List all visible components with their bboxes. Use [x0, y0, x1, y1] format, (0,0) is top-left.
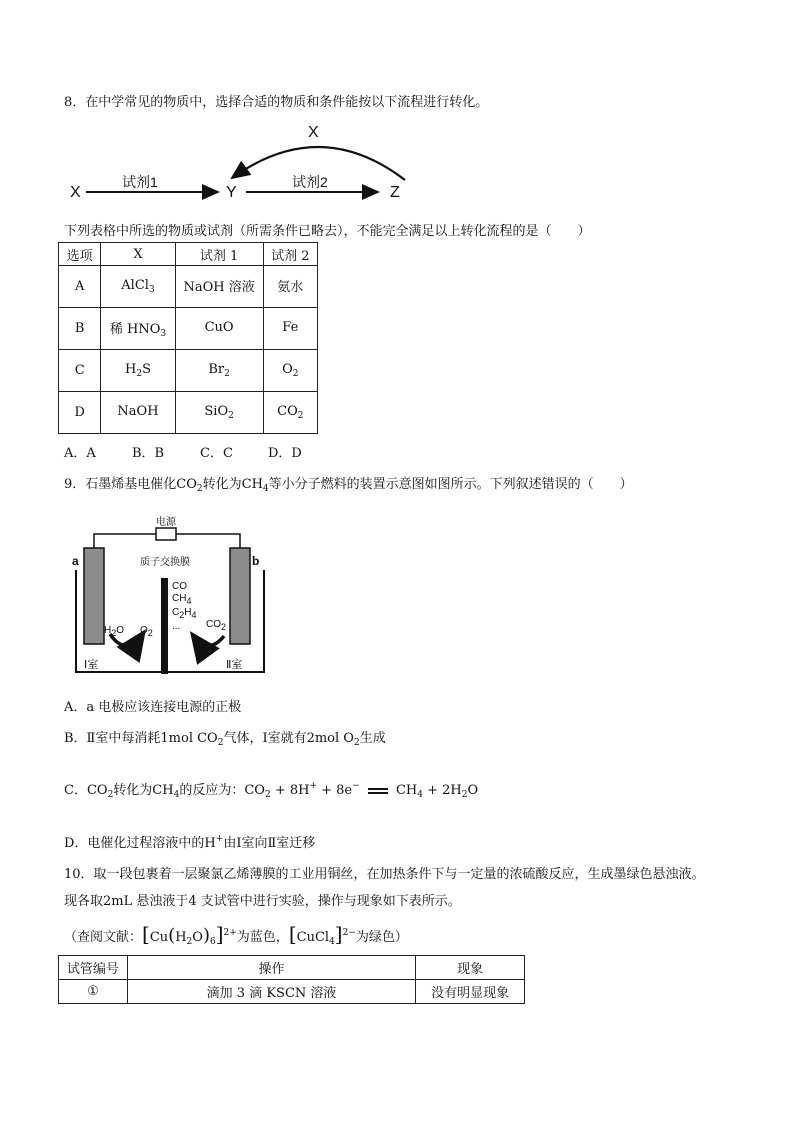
room1-label: Ⅰ室: [84, 659, 99, 671]
header-cell: 试剂 2: [263, 243, 317, 266]
x-cell: NaOH: [101, 392, 175, 434]
q9-option-c[interactable]: C．$CO_2$转化为$CH_4$的反应为：$CO_2 + 8H^+ + 8e^-$ $CH_4 + 2H_2O$: [64, 781, 479, 800]
reagent2-cell: Fe: [263, 308, 317, 350]
header-cell: 现象: [416, 956, 525, 980]
q10-table: [58, 955, 525, 1004]
option-cell: A: [59, 266, 101, 308]
table-header-row: [59, 956, 525, 980]
reagent1-cell: NaOH 溶液: [175, 266, 263, 308]
q9-option-b[interactable]: B．Ⅱ室中每消耗1mol $CO_2$气体，Ⅰ室就有2mol $O_2$生成: [64, 731, 386, 748]
x-cell: $H_2S$: [101, 350, 175, 392]
q8-choice-d[interactable]: D．D: [268, 446, 302, 461]
header-cell: 选项: [59, 243, 101, 266]
table-row: [59, 980, 525, 1004]
products-list: CO $CH_4$ $C_2H_4$ ...: [172, 581, 197, 632]
electrode-a-label: a: [72, 554, 79, 568]
q8-choice-a[interactable]: A．A: [64, 446, 96, 461]
q8-choice-b[interactable]: B．B: [132, 446, 165, 461]
table-row: [59, 266, 318, 308]
option-cell: B: [59, 308, 101, 350]
header-cell: 试管编号: [59, 956, 128, 980]
reagent1-cell: CuO: [175, 308, 263, 350]
table-row: [59, 350, 318, 392]
flow-x: X: [70, 184, 81, 201]
membrane-label: 质子交换膜: [140, 557, 190, 568]
option-cell: C: [59, 350, 101, 392]
electrode-a: [84, 548, 104, 644]
flow-reagent2: 试剂2: [292, 174, 328, 190]
tube-number-cell: ①: [59, 980, 128, 1004]
flow-reagent1: 试剂1: [122, 174, 158, 190]
table-row: [59, 392, 318, 434]
q10-line2: 现各取2mL 悬浊液于4 支试管中进行实验，操作与现象如下表所示。: [64, 894, 461, 909]
q10-line1: 10．取一段包裹着一层聚氯乙烯薄膜的工业用铜丝，在加热条件下与一定量的浓硫酸反应，生成墨绿色悬浊液。: [64, 867, 705, 882]
q8-prompt: 下列表格中所选的物质或试剂（所需条件已略去），不能完全满足以上转化流程的是（ ）: [64, 224, 591, 239]
electrode-b-label: b: [252, 554, 260, 568]
header-cell: X: [101, 243, 175, 266]
flow-z: Z: [390, 184, 400, 201]
reagent2-cell: 氨水: [263, 266, 317, 308]
q8-table: [58, 242, 318, 434]
water-label: $H_2O$: [104, 625, 125, 638]
observation-cell: 没有明显现象: [416, 980, 525, 1004]
q8-choice-c[interactable]: C．C: [200, 446, 233, 461]
table-row: [59, 308, 318, 350]
oxygen-label: $O_2$: [140, 625, 153, 638]
q10-reference: （查阅文献：$[Cu(H_2O)_6]^{2+}$为蓝色，[CuCl$_4$]$^{2-}$为绿色）: [64, 922, 408, 947]
proton-exchange-membrane: [161, 578, 168, 674]
x-cell: 稀 $HNO_3$: [101, 308, 175, 350]
reagent2-cell: $O_2$: [263, 350, 317, 392]
electrode-b: [230, 548, 250, 644]
flow-x-top: X: [308, 124, 319, 141]
flow-y: Y: [226, 184, 237, 201]
equals-sign: [368, 788, 388, 794]
q9-stem: 9．石墨烯基电催化$CO_2$转化为$CH_4$等小分子燃料的装置示意图如图所示。下列叙述错误的（ ）: [64, 477, 633, 494]
right-reaction-arrow: [192, 634, 224, 646]
header-cell: 操作: [127, 956, 415, 980]
q9-option-d[interactable]: D．电催化过程溶液中的H+由Ⅰ室向Ⅱ室迁移: [64, 834, 316, 851]
reagent1-cell: SiO$_2$: [175, 392, 263, 434]
reagent1-cell: $Br_2$: [175, 350, 263, 392]
option-cell: D: [59, 392, 101, 434]
q9-option-a[interactable]: A．a 电极应该连接电源的正极: [64, 700, 242, 715]
electrolysis-diagram: [66, 512, 276, 677]
q8-flow-diagram: [60, 120, 420, 210]
co2-label: $CO_2$: [206, 619, 227, 632]
room2-label: Ⅱ室: [226, 659, 243, 671]
table-header-row: [59, 243, 318, 266]
power-source: [156, 528, 176, 540]
x-cell: AlCl$_3$: [101, 266, 175, 308]
operation-cell: 滴加 3 滴 KSCN 溶液: [127, 980, 415, 1004]
header-cell: 试剂 1: [175, 243, 263, 266]
reagent2-cell: $CO_2$: [263, 392, 317, 434]
q8-stem: 8．在中学常见的物质中，选择合适的物质和条件能按以下流程进行转化。: [64, 95, 489, 110]
power-label: 电源: [156, 517, 176, 528]
